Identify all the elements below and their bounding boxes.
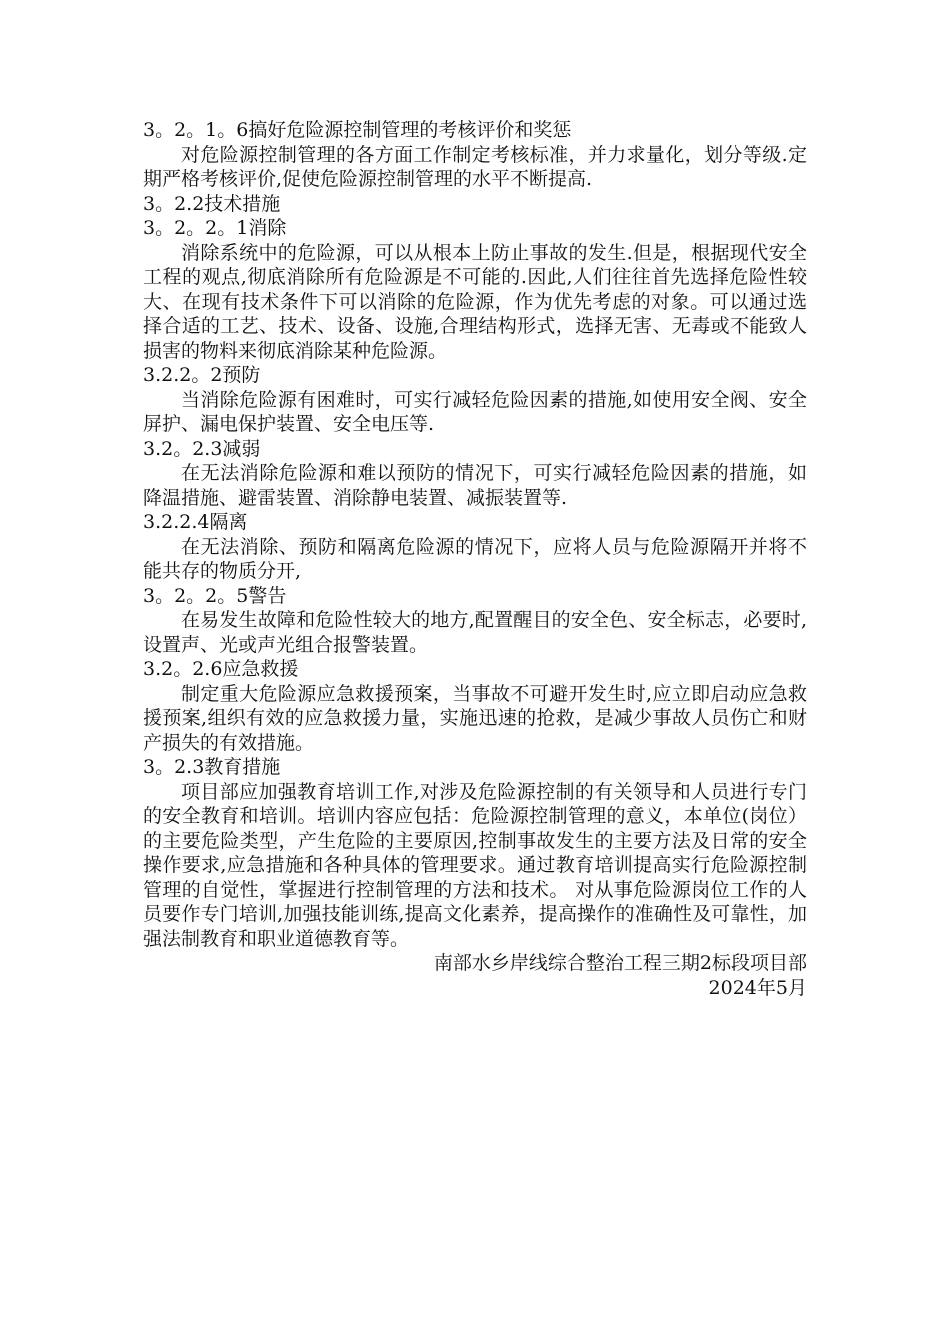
section-heading: 3.2.2。2预防 <box>143 364 261 386</box>
section-heading: 3。2。1。6搞好危险源控制管理的考核评价和奖惩 <box>143 119 572 141</box>
body-paragraph: 对危险源控制管理的各方面工作制定考核标准，并力求量化，划分等级.定期严格考核评价,促使危险源控制管理的水平不断提高. <box>143 143 807 190</box>
section-heading: 3。2。2。5警告 <box>143 584 287 607</box>
signature-date: 2024年5月 <box>708 976 807 999</box>
body-paragraph: 在易发生故障和危险性较大的地方,配置醒目的安全色、安全标志，必要时,设置声、光或声光组合报警装置。 <box>143 609 807 656</box>
signature-organization: 南部水乡岸线综合整治工程三期2标段项目部 <box>433 952 807 974</box>
body-paragraph: 在无法消除危险源和难以预防的情况下，可实行减轻危险因素的措施，如降温措施、避雷装置、消除静电装置、减振装置等. <box>143 462 807 509</box>
body-paragraph: 在无法消除、预防和隔离危险源的情况下，应将人员与危险源隔开并将不能共存的物质分开, <box>143 535 807 582</box>
body-paragraph: 制定重大危险源应急救援预案，当事故不可避开发生时,应立即启动应急救援预案,组织有效的应急救援力量，实施迅速的抢救，是减少事故人员伤亡和财产损失的有效措施。 <box>143 682 807 754</box>
section-heading: 3.2。2.6应急救援 <box>143 658 299 680</box>
document-page <box>143 118 807 1000</box>
section-heading: 3.2.2.4隔离 <box>143 511 248 533</box>
body-paragraph: 项目部应加强教育培训工作,对涉及危险源控制的有关领导和人员进行专门的安全教育和培训。培训内容应包括：危险源控制管理的意义，本单位(岗位）的主要危险类型，产生危险的主要原因,控制事故发生的主要方法及日常的安全操作要求,应急措施和各种具体的管理要求。通过教育培训提高实行危险源控制管理的自觉性，掌握进行控制管理的方法和技术。 对从事危险源岗位工作的人员要作专门培训,加强技能训练,提高文化素养，提高操作的准确性及可靠性，加强法制教育和职业道德教育等。 <box>143 780 807 950</box>
body-paragraph: 消除系统中的危险源，可以从根本上防止事故的发生.但是，根据现代安全工程的观点,彻底消除所有危险源是不可能的.因此,人们往往首先选择危险性较大、在现有技术条件下可以消除的危险源，作为优先考虑的对象。可以通过选择合适的工艺、技术、设备、设施,合理结构形式，选择无害、无毒或不能致人损害的物料来彻底消除某种危险源。 <box>143 241 807 362</box>
section-heading: 3。2.3教育措施 <box>143 756 281 778</box>
section-heading: 3.2。2.3减弱 <box>143 437 261 460</box>
section-heading: 3。2。2。1消除 <box>143 217 287 239</box>
section-heading: 3。2.2技术措施 <box>143 192 281 215</box>
body-paragraph: 当消除危险源有困难时，可实行减轻危险因素的措施,如使用安全阀、安全屏护、漏电保护装置、安全电压等. <box>143 388 807 435</box>
